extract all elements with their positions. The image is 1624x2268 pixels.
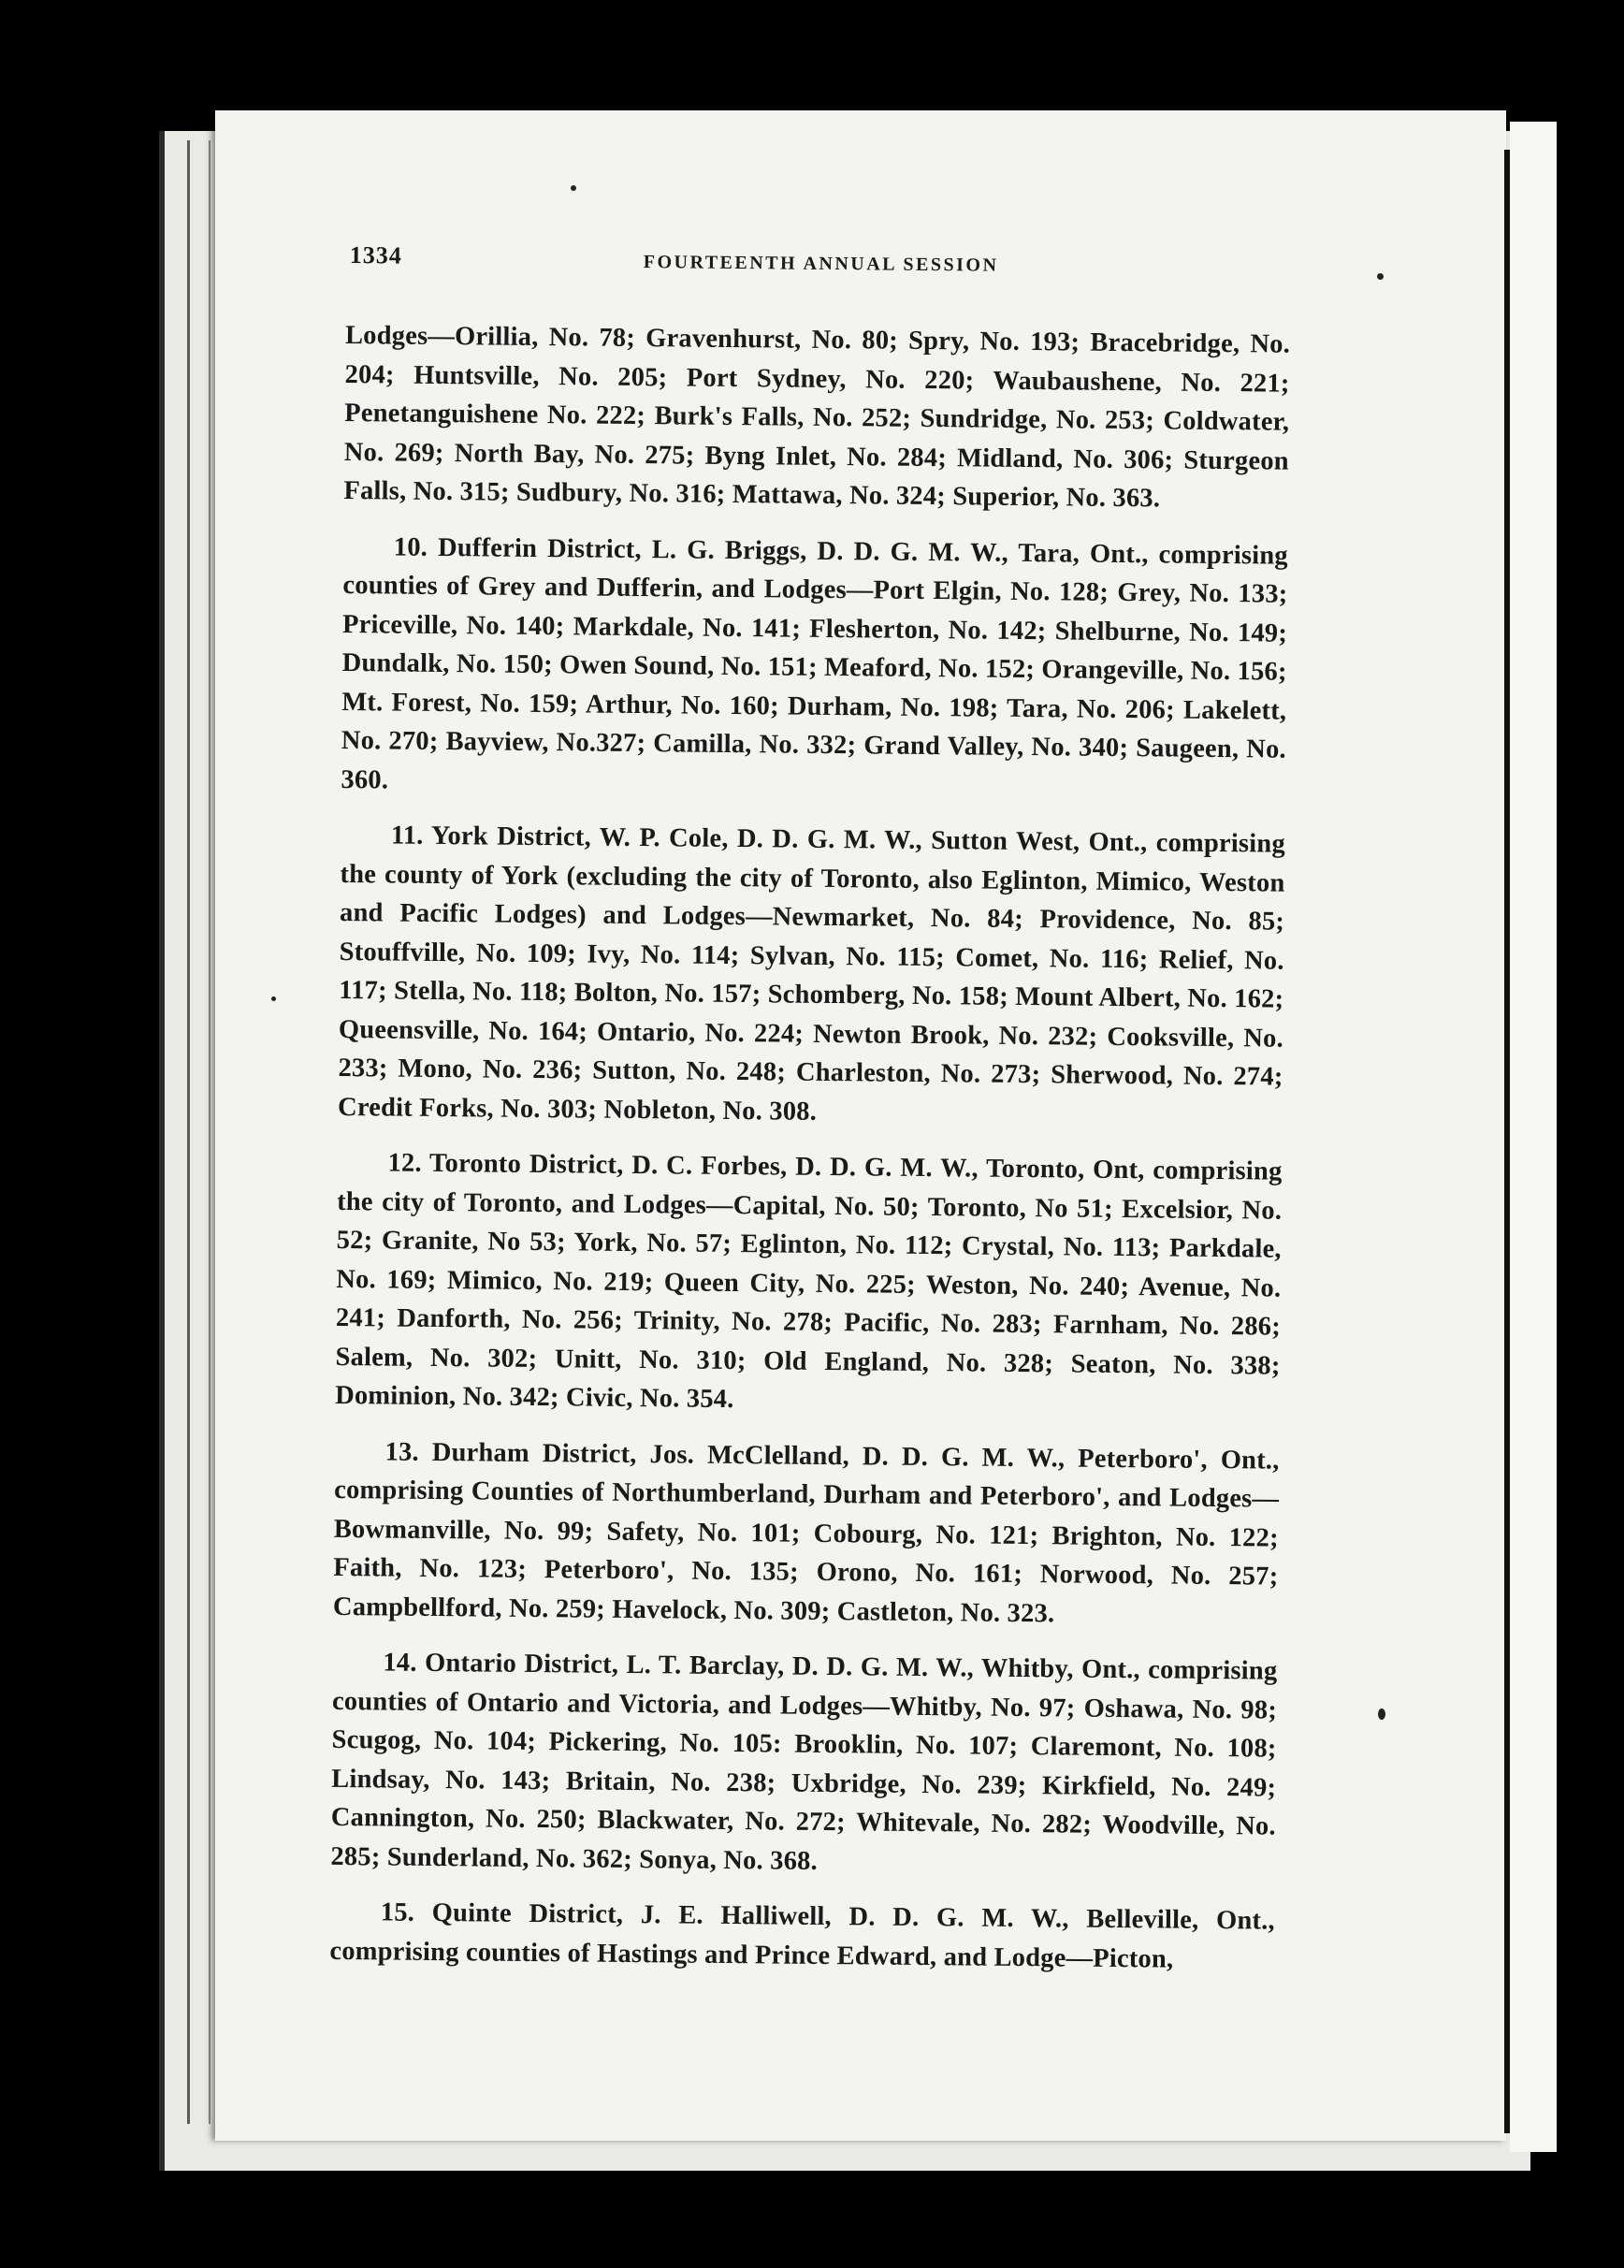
paragraph-durham-district: 13. Durham District, Jos. McClelland, D. D. G. M. W., Peterboro', Ont., comprising Counties of Northumberland, Durham and Peterboro', and Lodges—Bowmanville, No. 99; Safety, No. 101; Cobourg, No. 121; Brighton, No. 122; Faith, No. 123; Peterboro', No. 135; Orono, No. 161; Norwood, No. 257; Campbellford, No. 259; Havelock, No. 309; Castleton, No. 323. [332,1436,1280,1628]
paragraph-york-district: 11. York District, W. P. Cole, D. D. G. M. W., Sutton West, Ont., comprising the county of York (excluding the city of Toronto, also Eglinton, Mimico, Weston and Pacific Lodges) and Lodges—Newmarket, No. 84; Providence, No. 85; Stouffville, No. 109; Ivy, No. 114; Sylvan, No. 115; Comet, No. 116; Relief, No. 117; Stella, No. 118; Bolton, No. 157; Schomberg, No. 158; Mount Albert, No. 162; Queensville, No. 164; Ontario, No. 224; Newton Brook, No. 232; Cooksville, No. 233; Mono, No. 236; Sutton, No. 248; Charleston, No. 273; Sherwood, No. 274; Credit Forks, No. 303; Nobleton, No. 308. [337,821,1286,1127]
running-head: FOURTEENTH ANNUAL SESSION [643,252,999,276]
page-stack-edge [187,140,210,2124]
book-page [215,110,1506,2141]
page-header [345,241,1291,307]
paragraph-continued-lodges: Lodges—Orillia, No. 78; Gravenhurst, No. 80; Spry, No. 193; Bracebridge, No. 204; Huntsville, No. 205; Port Sydney, No. 220; Waubaushene, No. 221; Penetanguishene No. 222; Burk's Falls, No. 252; Sundridge, No. 253; Coldwater, No. 269; North Bay, No. 275; Byng Inlet, No. 284; Midland, No. 306; Sturgeon Falls, No. 315; Sudbury, No. 316; Mattawa, No. 324; Superior, No. 363. [343,320,1291,514]
scan-speck [571,185,576,191]
paragraph-dufferin-district: 10. Dufferin District, L. G. Briggs, D. D. G. M. W., Tara, Ont., comprising counties of Grey and Dufferin, and Lodges—Port Elgin, No. 128; Grey, No. 133; Priceville, No. 140; Markdale, No. 141; Flesherton, No. 142; Shelburne, No. 149; Dundalk, No. 150; Owen Sound, No. 151; Meaford, No. 152; Orangeville, No. 156; Mt. Forest, No. 159; Arthur, No. 160; Durham, No. 198; Tara, No. 206; Lakelett, No. 270; Bayview, No.327; Camilla, No. 332; Grand Valley, No. 340; Saugeen, No. 360. [341,532,1288,794]
paragraph-ontario-district: 14. Ontario District, L. T. Barclay, D. D. G. M. W., Whitby, Ont., comprising counties of Ontario and Victoria, and Lodges—Whitby, No. 97; Oshawa, No. 98; Scugog, No. 104; Pickering, No. 105: Brooklin, No. 107; Claremont, No. 108; Lindsay, No. 143; Britain, No. 238; Uxbridge, No. 239; Kirkfield, No. 249; Cannington, No. 250; Blackwater, No. 272; Whitevale, No. 282; Woodville, No. 285; Sunderland, No. 362; Sonya, No. 368. [330,1648,1278,1876]
page-content [329,241,1291,1997]
paragraph-quinte-district: 15. Quinte District, J. E. Halliwell, D. D. G. M. W., Belleville, Ont., comprising counties of Hastings and Prince Edward, and Lodge—Picton, [329,1897,1275,1974]
page-number: 1334 [349,241,402,269]
scan-speck [271,996,276,1001]
page-gutter-rule [1504,150,1510,2133]
scan-speck [1377,273,1384,280]
right-margin-strip [1510,122,1557,2152]
scan-speck [1378,1708,1385,1720]
paragraph-toronto-district: 12. Toronto District, D. C. Forbes, D. D. G. M. W., Toronto, Ont, comprising the city of Toronto, and Lodges—Capital, No. 50; Toronto, No 51; Excelsior, No. 52; Granite, No 53; York, No. 57; Eglinton, No. 112; Crystal, No. 113; Parkdale, No. 169; Mimico, No. 219; Queen City, No. 225; Weston, No. 240; Avenue, No. 241; Danforth, No. 256; Trinity, No. 278; Pacific, No. 283; Farnham, No. 286; Salem, No. 302; Unitt, No. 310; Old England, No. 328; Seaton, No. 338; Dominion, No. 342; Civic, No. 354. [335,1148,1283,1415]
